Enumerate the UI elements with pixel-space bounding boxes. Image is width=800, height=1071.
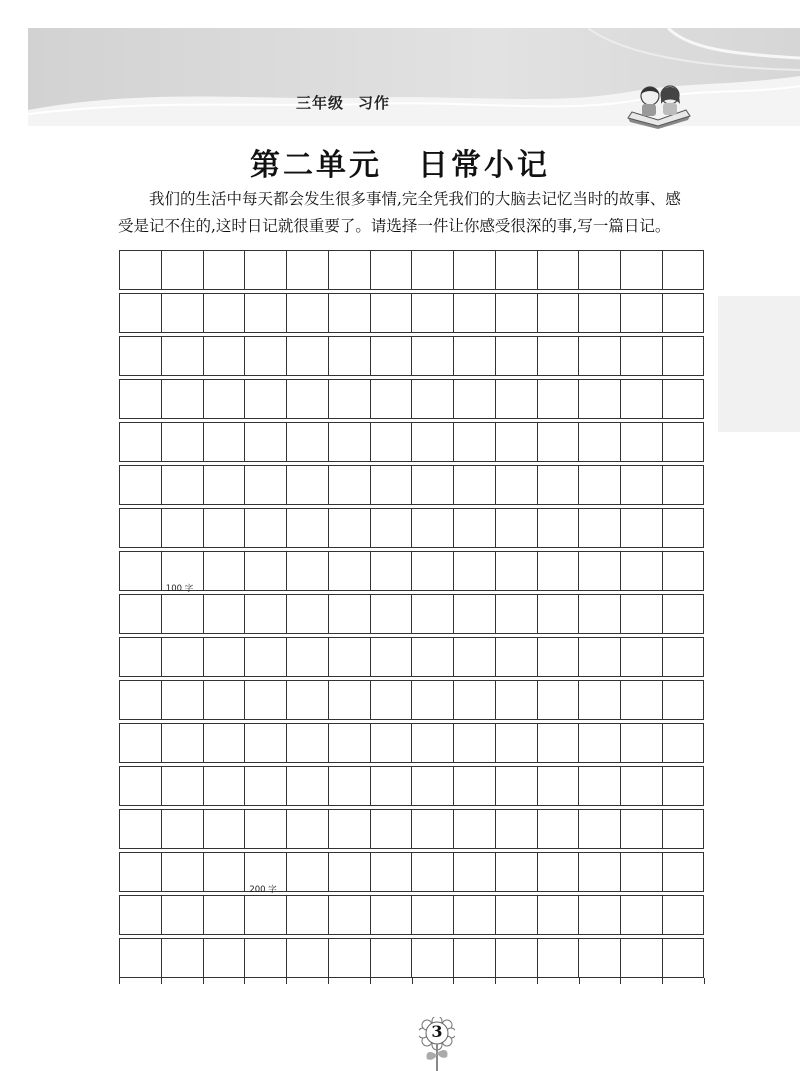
- grid-cell[interactable]: [244, 767, 286, 805]
- grid-cell[interactable]: [495, 595, 537, 633]
- grid-cell[interactable]: [161, 638, 203, 676]
- grid-cell[interactable]: [578, 939, 620, 977]
- grid-cell[interactable]: [662, 552, 704, 590]
- reading-kids-mascot-icon: [624, 82, 694, 130]
- grid-cell[interactable]: [453, 552, 495, 590]
- grid-cell[interactable]: [495, 724, 537, 762]
- grid-cell[interactable]: [286, 552, 328, 590]
- word-count-mark: 100 字: [165, 584, 194, 594]
- grid-cell[interactable]: [495, 251, 537, 289]
- grid-cell[interactable]: [411, 724, 453, 762]
- grid-cell[interactable]: [662, 638, 704, 676]
- grid-cell[interactable]: [161, 509, 203, 547]
- grid-cell[interactable]: [286, 724, 328, 762]
- title-unit: 第二单元: [250, 148, 382, 183]
- grid-cell[interactable]: [328, 337, 370, 375]
- grid-cell[interactable]: [537, 681, 579, 719]
- grid-cell[interactable]: [495, 681, 537, 719]
- grid-cell[interactable]: [662, 337, 704, 375]
- grid-cell[interactable]: [620, 853, 662, 891]
- grid-cell[interactable]: [203, 595, 245, 633]
- grid-cell[interactable]: [244, 896, 286, 934]
- grid-cell[interactable]: [620, 552, 662, 590]
- grid-cell[interactable]: [203, 466, 245, 504]
- grid-cell[interactable]: [662, 767, 704, 805]
- grid-cell[interactable]: [328, 896, 370, 934]
- grid-cell[interactable]: [161, 939, 203, 977]
- grid-row: [119, 379, 704, 419]
- grid-cell[interactable]: [203, 509, 245, 547]
- grid-cell[interactable]: [662, 853, 704, 891]
- grid-cell[interactable]: [453, 939, 495, 977]
- grid-cell[interactable]: [286, 466, 328, 504]
- grid-cell[interactable]: [328, 595, 370, 633]
- grid-cell[interactable]: [620, 337, 662, 375]
- grid-bottom-edge: [119, 978, 704, 984]
- grid-cell[interactable]: [244, 681, 286, 719]
- header-grade: 三年级: [296, 94, 345, 112]
- grid-cell[interactable]: [203, 552, 245, 590]
- grid-cell[interactable]: [411, 939, 453, 977]
- grid-cell[interactable]: [453, 896, 495, 934]
- grid-cell[interactable]: [411, 423, 453, 461]
- grid-cell[interactable]: [286, 767, 328, 805]
- grid-cell[interactable]: [328, 638, 370, 676]
- grid-cell[interactable]: [411, 552, 453, 590]
- grid-cell[interactable]: [620, 294, 662, 332]
- grid-cell[interactable]: [328, 423, 370, 461]
- grid-row: [119, 680, 704, 720]
- grid-cell[interactable]: [537, 251, 579, 289]
- grid-cell[interactable]: [203, 423, 245, 461]
- grid-cell[interactable]: [537, 552, 579, 590]
- grid-cell[interactable]: [578, 896, 620, 934]
- grid-cell[interactable]: [370, 509, 412, 547]
- grid-cell[interactable]: [453, 509, 495, 547]
- grid-cell[interactable]: [244, 509, 286, 547]
- grid-cell[interactable]: [620, 509, 662, 547]
- grid-row: [119, 809, 704, 849]
- grid-cell[interactable]: [119, 294, 161, 332]
- grid-row: [119, 895, 704, 935]
- grid-cell[interactable]: [119, 853, 161, 891]
- grid-row: [119, 766, 704, 806]
- grid-cell[interactable]: [537, 595, 579, 633]
- grid-cell[interactable]: [244, 595, 286, 633]
- grid-cell[interactable]: [370, 939, 412, 977]
- grid-cell[interactable]: [495, 552, 537, 590]
- grid-cell[interactable]: [662, 681, 704, 719]
- grid-cell[interactable]: [119, 767, 161, 805]
- grid-cell[interactable]: [370, 552, 412, 590]
- grid-cell[interactable]: [161, 767, 203, 805]
- instruction-line-2: 受是记不住的,这时日记就很重要了。请选择一件让你感受很深的事,写一篇日记。: [118, 217, 671, 235]
- grid-cell[interactable]: [495, 939, 537, 977]
- grid-cell[interactable]: [453, 724, 495, 762]
- grid-cell[interactable]: [244, 724, 286, 762]
- grid-cell[interactable]: [537, 466, 579, 504]
- grid-cell[interactable]: [453, 638, 495, 676]
- grid-cell[interactable]: [453, 251, 495, 289]
- grid-cell[interactable]: [119, 552, 161, 590]
- grid-cell[interactable]: [370, 767, 412, 805]
- grid-cell[interactable]: [328, 251, 370, 289]
- grid-cell[interactable]: [578, 509, 620, 547]
- grid-cell[interactable]: [662, 595, 704, 633]
- grid-cell[interactable]: [286, 294, 328, 332]
- grid-cell[interactable]: [286, 337, 328, 375]
- grid-cell[interactable]: [244, 423, 286, 461]
- grid-row: [119, 250, 704, 290]
- grid-cell[interactable]: [495, 810, 537, 848]
- grid-cell[interactable]: [453, 423, 495, 461]
- grid-cell[interactable]: [203, 251, 245, 289]
- grid-cell[interactable]: [328, 853, 370, 891]
- grid-cell[interactable]: [620, 466, 662, 504]
- grid-cell[interactable]: [119, 509, 161, 547]
- grid-cell[interactable]: [495, 896, 537, 934]
- grid-cell[interactable]: [453, 294, 495, 332]
- grid-cell[interactable]: [411, 767, 453, 805]
- grid-cell[interactable]: [495, 337, 537, 375]
- grid-cell[interactable]: [244, 638, 286, 676]
- grid-cell[interactable]: [119, 423, 161, 461]
- grid-cell[interactable]: [537, 638, 579, 676]
- grid-cell[interactable]: [161, 251, 203, 289]
- grid-cell[interactable]: [411, 380, 453, 418]
- grid-cell[interactable]: [662, 466, 704, 504]
- grid-cell[interactable]: [203, 337, 245, 375]
- grid-cell[interactable]: [161, 294, 203, 332]
- grid-cell[interactable]: [286, 939, 328, 977]
- grid-cell[interactable]: [119, 681, 161, 719]
- grid-cell[interactable]: [286, 251, 328, 289]
- grid-cell[interactable]: [161, 423, 203, 461]
- grid-cell[interactable]: [662, 724, 704, 762]
- grid-cell[interactable]: [578, 595, 620, 633]
- grid-cell[interactable]: [537, 896, 579, 934]
- grid-cell[interactable]: [578, 638, 620, 676]
- grid-row: [119, 723, 704, 763]
- grid-cell[interactable]: [537, 337, 579, 375]
- grid-cell[interactable]: [578, 767, 620, 805]
- grid-cell[interactable]: [161, 466, 203, 504]
- grid-cell[interactable]: [620, 724, 662, 762]
- instruction-line-1: 我们的生活中每天都会发生很多事情,完全凭我们的大脑去记忆当时的故事、感: [149, 190, 681, 208]
- grid-cell[interactable]: [203, 939, 245, 977]
- grid-cell[interactable]: [161, 810, 203, 848]
- grid-row: [119, 852, 704, 892]
- grid-cell[interactable]: [328, 509, 370, 547]
- grid-cell[interactable]: [161, 853, 203, 891]
- grid-cell[interactable]: [203, 681, 245, 719]
- side-tab: [718, 296, 800, 432]
- grid-cell[interactable]: [161, 896, 203, 934]
- grid-cell[interactable]: [578, 466, 620, 504]
- grid-cell[interactable]: [119, 638, 161, 676]
- grid-cell[interactable]: [495, 767, 537, 805]
- grid-cell[interactable]: [411, 251, 453, 289]
- grid-cell[interactable]: [370, 294, 412, 332]
- grid-cell[interactable]: [370, 853, 412, 891]
- grid-cell[interactable]: [662, 939, 704, 977]
- grid-cell[interactable]: [119, 380, 161, 418]
- grid-cell[interactable]: [662, 380, 704, 418]
- grid-cell[interactable]: [537, 380, 579, 418]
- grid-cell[interactable]: [244, 294, 286, 332]
- grid-cell[interactable]: [370, 896, 412, 934]
- grid-cell[interactable]: [328, 939, 370, 977]
- header-section: 习作: [358, 94, 391, 112]
- grid-cell[interactable]: [328, 681, 370, 719]
- grid-cell[interactable]: [411, 896, 453, 934]
- grid-cell[interactable]: [286, 509, 328, 547]
- grid-cell[interactable]: [370, 681, 412, 719]
- grid-cell[interactable]: [537, 509, 579, 547]
- grid-cell[interactable]: [578, 853, 620, 891]
- grid-cell[interactable]: [453, 810, 495, 848]
- grid-cell[interactable]: [578, 552, 620, 590]
- grid-cell[interactable]: [161, 681, 203, 719]
- grid-cell[interactable]: [453, 380, 495, 418]
- grid-cell[interactable]: [161, 595, 203, 633]
- grid-cell[interactable]: [537, 810, 579, 848]
- grid-cell[interactable]: [244, 337, 286, 375]
- grid-cell[interactable]: [578, 681, 620, 719]
- instruction-paragraph: [118, 186, 718, 240]
- grid-cell[interactable]: [203, 294, 245, 332]
- grid-cell[interactable]: [119, 939, 161, 977]
- grid-cell[interactable]: [411, 810, 453, 848]
- grid-cell[interactable]: [203, 767, 245, 805]
- grid-cell[interactable]: [119, 724, 161, 762]
- grid-cell[interactable]: [244, 810, 286, 848]
- grid-cell[interactable]: [161, 337, 203, 375]
- grid-cell[interactable]: [328, 380, 370, 418]
- grid-cell[interactable]: [620, 767, 662, 805]
- grid-cell[interactable]: [328, 724, 370, 762]
- grid-cell[interactable]: [244, 380, 286, 418]
- page-number: 3: [431, 1022, 443, 1041]
- header-grade-section: [296, 92, 390, 113]
- grid-cell[interactable]: [411, 466, 453, 504]
- grid-cell[interactable]: [537, 853, 579, 891]
- grid-cell[interactable]: [411, 294, 453, 332]
- grid-cell[interactable]: [537, 294, 579, 332]
- grid-cell[interactable]: [495, 853, 537, 891]
- grid-cell[interactable]: [537, 423, 579, 461]
- grid-cell[interactable]: [662, 896, 704, 934]
- word-count-mark: 200 字: [249, 885, 277, 895]
- grid-cell[interactable]: [453, 767, 495, 805]
- grid-cell[interactable]: [495, 423, 537, 461]
- writing-grid: [119, 250, 704, 981]
- grid-cell[interactable]: [286, 638, 328, 676]
- grid-cell[interactable]: [453, 595, 495, 633]
- grid-cell[interactable]: [495, 294, 537, 332]
- grid-cell[interactable]: [620, 380, 662, 418]
- grid-cell[interactable]: [453, 337, 495, 375]
- grid-cell[interactable]: [119, 896, 161, 934]
- grid-row: [119, 293, 704, 333]
- grid-cell[interactable]: [578, 337, 620, 375]
- grid-cell[interactable]: [411, 853, 453, 891]
- grid-cell[interactable]: [203, 724, 245, 762]
- grid-row: [119, 508, 704, 548]
- grid-cell[interactable]: [578, 810, 620, 848]
- grid-cell[interactable]: [203, 380, 245, 418]
- grid-row: [119, 594, 704, 634]
- grid-cell[interactable]: [203, 810, 245, 848]
- grid-cell[interactable]: [620, 939, 662, 977]
- grid-row: [119, 637, 704, 677]
- grid-cell[interactable]: [286, 853, 328, 891]
- grid-cell[interactable]: [286, 896, 328, 934]
- grid-cell[interactable]: [119, 810, 161, 848]
- grid-cell[interactable]: [662, 509, 704, 547]
- grid-cell[interactable]: [161, 724, 203, 762]
- grid-cell[interactable]: [620, 810, 662, 848]
- grid-cell[interactable]: [370, 638, 412, 676]
- grid-cell[interactable]: [286, 380, 328, 418]
- grid-cell[interactable]: [370, 380, 412, 418]
- grid-cell[interactable]: [411, 595, 453, 633]
- grid-row: [119, 938, 704, 978]
- grid-cell[interactable]: [662, 810, 704, 848]
- grid-cell[interactable]: [662, 251, 704, 289]
- grid-cell[interactable]: [370, 466, 412, 504]
- grid-cell[interactable]: [495, 509, 537, 547]
- grid-cell[interactable]: [328, 294, 370, 332]
- grid-cell[interactable]: [453, 466, 495, 504]
- grid-cell[interactable]: [286, 681, 328, 719]
- title-topic: 日常小记: [418, 148, 550, 183]
- grid-cell[interactable]: [328, 767, 370, 805]
- grid-cell[interactable]: [328, 552, 370, 590]
- grid-cell[interactable]: [244, 552, 286, 590]
- grid-row: [119, 465, 704, 505]
- grid-cell[interactable]: [328, 810, 370, 848]
- grid-cell[interactable]: [244, 939, 286, 977]
- grid-cell[interactable]: [161, 380, 203, 418]
- grid-cell[interactable]: [244, 466, 286, 504]
- grid-cell[interactable]: [578, 724, 620, 762]
- grid-cell[interactable]: [370, 595, 412, 633]
- page-title: [0, 140, 800, 184]
- grid-cell[interactable]: [244, 251, 286, 289]
- grid-cell[interactable]: [578, 423, 620, 461]
- grid-cell[interactable]: [328, 466, 370, 504]
- grid-cell[interactable]: [578, 294, 620, 332]
- grid-cell[interactable]: [620, 638, 662, 676]
- grid-cell[interactable]: [411, 337, 453, 375]
- grid-cell[interactable]: [537, 767, 579, 805]
- grid-cell[interactable]: [453, 681, 495, 719]
- grid-cell[interactable]: [620, 681, 662, 719]
- grid-cell[interactable]: [286, 423, 328, 461]
- grid-cell[interactable]: [119, 251, 161, 289]
- grid-cell[interactable]: [286, 810, 328, 848]
- grid-cell[interactable]: [203, 853, 245, 891]
- grid-cell[interactable]: [620, 251, 662, 289]
- grid-cell[interactable]: [119, 337, 161, 375]
- grid-cell[interactable]: [370, 337, 412, 375]
- grid-cell[interactable]: [453, 853, 495, 891]
- grid-cell[interactable]: [620, 896, 662, 934]
- grid-cell[interactable]: [662, 294, 704, 332]
- grid-cell[interactable]: [203, 638, 245, 676]
- grid-cell[interactable]: [411, 638, 453, 676]
- grid-cell[interactable]: [537, 724, 579, 762]
- grid-cell[interactable]: [370, 810, 412, 848]
- grid-row: [119, 336, 704, 376]
- grid-cell[interactable]: [119, 466, 161, 504]
- grid-cell[interactable]: [662, 423, 704, 461]
- grid-cell[interactable]: [495, 466, 537, 504]
- grid-cell[interactable]: [620, 595, 662, 633]
- grid-cell[interactable]: [286, 595, 328, 633]
- grid-cell[interactable]: [370, 251, 412, 289]
- grid-cell[interactable]: [495, 380, 537, 418]
- page-number-flower: [419, 1017, 455, 1071]
- grid-cell[interactable]: [537, 939, 579, 977]
- grid-cell[interactable]: [578, 251, 620, 289]
- grid-cell[interactable]: [370, 423, 412, 461]
- grid-cell[interactable]: [620, 423, 662, 461]
- grid-row: [119, 551, 704, 591]
- grid-cell[interactable]: [411, 509, 453, 547]
- grid-cell[interactable]: [370, 724, 412, 762]
- grid-cell[interactable]: [119, 595, 161, 633]
- grid-cell[interactable]: [203, 896, 245, 934]
- grid-cell[interactable]: [411, 681, 453, 719]
- grid-row: [119, 422, 704, 462]
- grid-cell[interactable]: [578, 380, 620, 418]
- grid-cell[interactable]: [495, 638, 537, 676]
